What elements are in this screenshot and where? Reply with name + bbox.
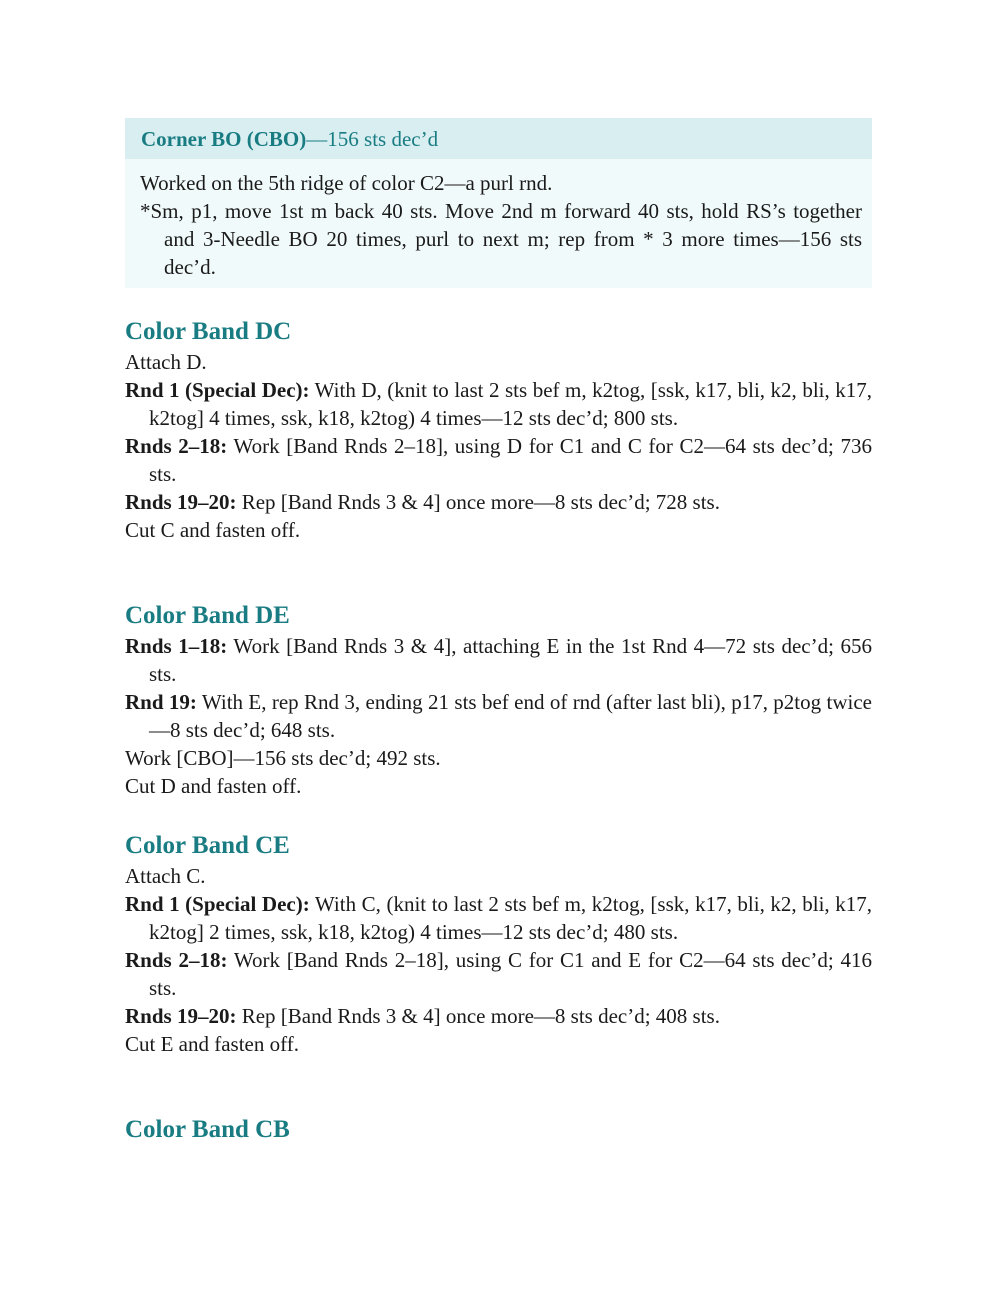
cbo-title-suffix: —156 sts dec’d [306,127,439,151]
ce-rnds-19-20 [125,1002,872,1030]
de-rnd-19-text: With E, rep Rnd 3, ending 21 sts bef end of rnd (after last bli), p17, p2tog twice—8 sts dec’d; 648 sts. [149,690,872,742]
dc-rnds-2-18-label: Rnds 2–18: [125,434,228,458]
section-heading-cb: Color Band CB [125,1116,290,1143]
dc-rnds-19-20-text: Rep [Band Rnds 3 & 4] once more—8 sts dec’d; 728 sts. [236,490,720,514]
section-heading-dc: Color Band DC [125,318,292,345]
dc-rnds-2-18-text: Work [Band Rnds 2–18], using D for C1 and C for C2—64 sts dec’d; 736 sts. [149,434,872,486]
dc-rnd-1-text: With D, (knit to last 2 sts bef m, k2tog, [ssk, k17, bli, k2, bli, k17, k2tog] 4 times, ssk, k18, k2tog) 4 times—12 sts dec’d; 800 sts. [149,378,873,430]
dc-rnds-19-20 [125,488,872,516]
ce-rnds-19-20-text: Rep [Band Rnds 3 & 4] once more—8 sts dec’d; 408 sts. [236,1004,720,1028]
section-color-band-ce [125,830,872,1058]
cbo-title: Corner BO (CBO) [141,127,307,151]
section-heading-ce: Color Band CE [125,832,290,859]
ce-attach: Attach C. [125,864,206,888]
ce-rnds-2-18 [125,946,872,1002]
cbo-sidebar-box [125,118,872,288]
cbo-sidebar-title [125,118,872,159]
cbo-sidebar-body [125,159,872,281]
dc-rnd-1-label: Rnd 1 (Special Dec): [125,378,310,402]
ce-rnds-2-18-text: Work [Band Rnds 2–18], using C for C1 and E for C2—64 sts dec’d; 416 sts. [149,948,872,1000]
cbo-line-1: Worked on the 5th ridge of color C2—a purl rnd. [140,171,553,195]
de-rnds-1-18 [125,632,872,688]
section-color-band-cb [125,1114,872,1146]
ce-end: Cut E and fasten off. [125,1032,299,1056]
dc-rnd-1 [125,376,872,432]
de-work-cbo: Work [CBO]—156 sts dec’d; 492 sts. [125,746,441,770]
de-end: Cut D and fasten off. [125,774,302,798]
de-rnd-19 [125,688,872,744]
dc-rnds-2-18 [125,432,872,488]
ce-rnds-2-18-label: Rnds 2–18: [125,948,228,972]
ce-rnd-1-text: With C, (knit to last 2 sts bef m, k2tog, [ssk, k17, bli, k2, bli, k17, k2tog] 2 times, ssk, k18, k2tog) 4 times—12 sts dec’d; 480 sts. [149,892,872,944]
de-rnd-19-label: Rnd 19: [125,690,197,714]
ce-rnd-1-label: Rnd 1 (Special Dec): [125,892,310,916]
ce-rnd-1 [125,890,872,946]
dc-end: Cut C and fasten off. [125,518,301,542]
dc-attach: Attach D. [125,350,207,374]
section-heading-de: Color Band DE [125,602,290,629]
section-color-band-de [125,600,872,800]
section-color-band-dc [125,316,872,544]
ce-rnds-19-20-label: Rnds 19–20: [125,1004,237,1028]
de-rnds-1-18-label: Rnds 1–18: [125,634,228,658]
dc-rnds-19-20-label: Rnds 19–20: [125,490,237,514]
de-rnds-1-18-text: Work [Band Rnds 3 & 4], attaching E in the 1st Rnd 4—72 sts dec’d; 656 sts. [149,634,872,686]
cbo-line-2: *Sm, p1, move 1st m back 40 sts. Move 2nd m forward 40 sts, hold RS’s together and 3-Needle BO 20 times, purl to next m; rep from * 3 more times—156 sts dec’d. [140,199,862,279]
